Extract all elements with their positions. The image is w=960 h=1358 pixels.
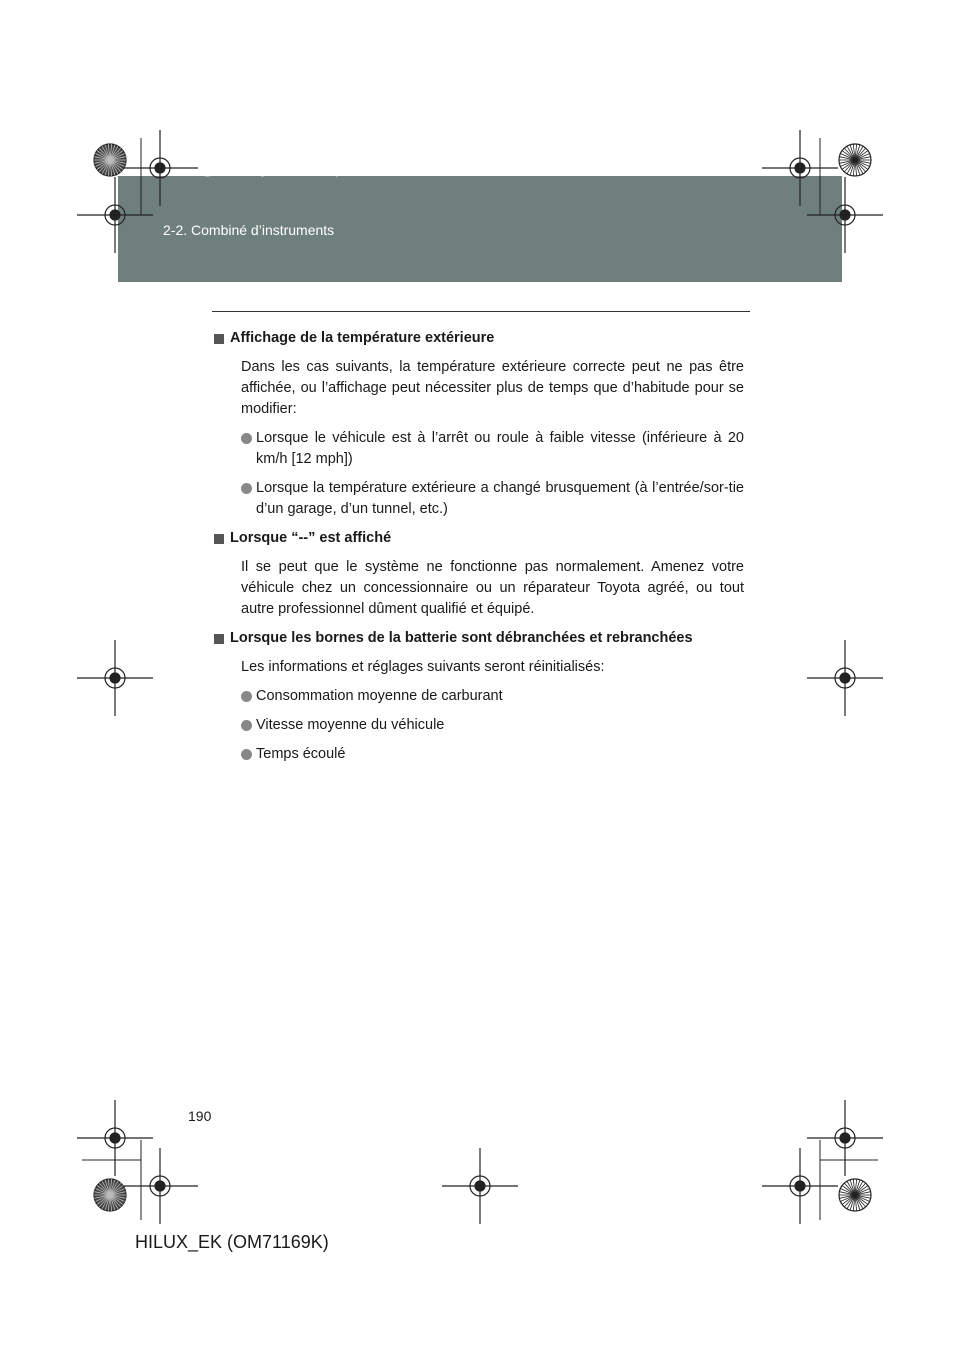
registration-mark-icon [77, 1100, 153, 1176]
heading-square-icon [214, 534, 224, 544]
print-stamp: HILUX_EK.book Page 190 Wednesday, March 23, 2011 3:03 PM [180, 168, 461, 177]
list-item-text: Lorsque la température extérieure a changé brusquement (à l’entrée/sor-tie d’un garage, d’un tunnel, etc.) [256, 480, 744, 517]
list-item [241, 744, 744, 765]
list-item-text: Temps écoulé [256, 746, 346, 762]
heading-text: Affichage de la température extérieure [230, 330, 495, 346]
registration-mark-icon [807, 1100, 883, 1176]
footer-code: HILUX_EK (OM71169K) [135, 1232, 329, 1252]
section-paragraph: Il se peut que le système ne fonctionne pas normalement. Amenez votre véhicule chez un concessionnaire ou un réparateur Toyota agréé, ou tout autre professionnel dûment qualifié et équipé. [241, 559, 744, 617]
list-item [241, 478, 744, 520]
registration-mark-icon [122, 130, 198, 206]
bullet-dot-icon [241, 433, 252, 444]
section-outdoor-temp [213, 328, 744, 520]
bullet-dot-icon [241, 483, 252, 494]
heading-text: Lorsque les bornes de la batterie sont débranchées et rebranchées [230, 630, 693, 646]
page-number: 190 [188, 1108, 212, 1124]
bullet-dot-icon [241, 720, 252, 731]
registration-mark-icon [807, 640, 883, 716]
bullet-dot-icon [241, 691, 252, 702]
registration-mark-icon [122, 1148, 198, 1224]
heading-square-icon [214, 634, 224, 644]
bullet-dot-icon [241, 749, 252, 760]
section-paragraph: Les informations et réglages suivants seront réinitialisés: [241, 659, 605, 675]
registration-mark-icon [762, 130, 838, 206]
crop-mark-icon [94, 144, 126, 176]
list-item [241, 686, 744, 707]
crop-mark-icon [94, 1179, 126, 1211]
heading-text: Lorsque “--” est affiché [230, 530, 392, 546]
registration-mark-icon [807, 177, 883, 253]
section-dash-display [213, 528, 744, 620]
list-item [241, 715, 744, 736]
section-heading [213, 328, 744, 349]
header-rule [212, 311, 750, 312]
content-body [213, 328, 744, 773]
list-item-text: Consommation moyenne de carburant [256, 688, 503, 704]
section-battery [213, 628, 744, 765]
section-title: 2-2. Combiné d’instruments [163, 222, 335, 238]
list-item [241, 428, 744, 470]
registration-mark-icon [762, 1148, 838, 1224]
crop-mark-icon [839, 1179, 871, 1211]
registration-mark-icon [77, 177, 153, 253]
crop-mark-icon [839, 144, 871, 176]
list-item-text: Vitesse moyenne du véhicule [256, 717, 445, 733]
registration-mark-icon [442, 1148, 518, 1224]
heading-square-icon [214, 334, 224, 344]
registration-mark-icon [77, 640, 153, 716]
section-heading [213, 628, 744, 649]
section-paragraph: Dans les cas suivants, la température extérieure correcte peut ne pas être affichée, ou l’affichage peut nécessiter plus de temps que d’habitude pour se modifier: [241, 359, 744, 417]
section-heading [213, 528, 744, 549]
list-item-text: Lorsque le véhicule est à l’arrêt ou roule à faible vitesse (inférieure à 20 km/h [12 mph]) [256, 430, 744, 467]
